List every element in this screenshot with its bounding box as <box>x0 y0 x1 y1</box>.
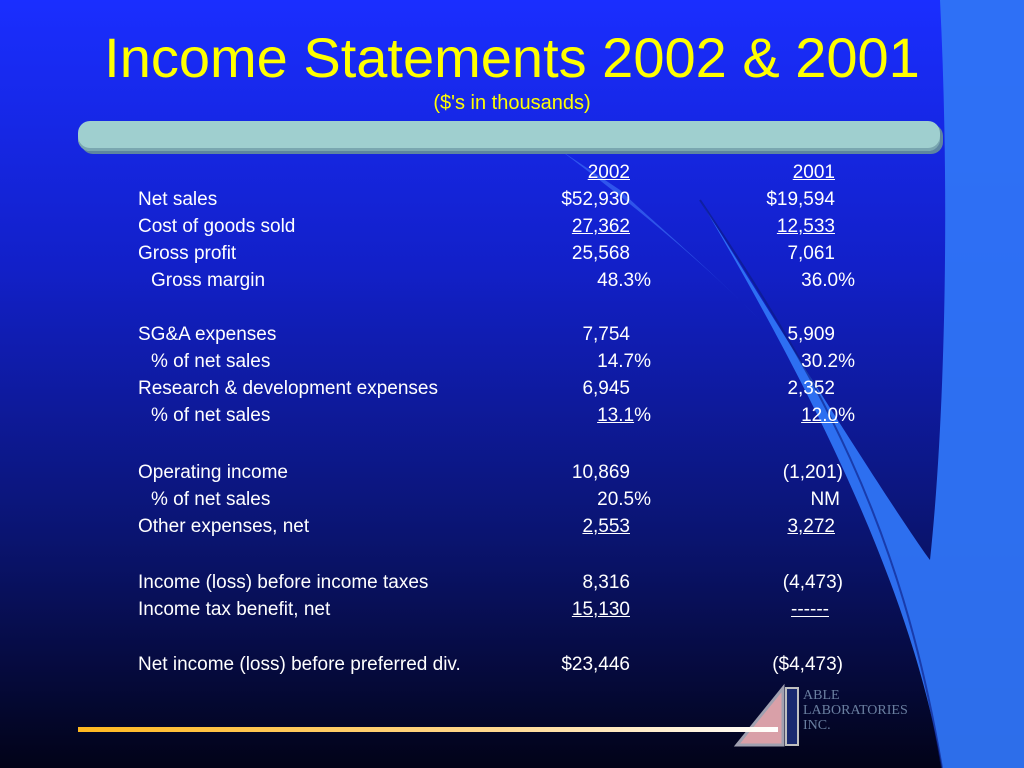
net-sales-2002: $52,930 <box>561 189 630 210</box>
pretax-2002: 8,316 <box>582 572 630 593</box>
net-sales-2001: $19,594 <box>766 189 835 210</box>
company-logo <box>803 688 908 733</box>
header-2002: 2002 <box>587 162 630 183</box>
logo-line-3: INC. <box>803 718 831 733</box>
rnd-2002: 6,945 <box>582 378 630 399</box>
other-exp-2001: 3,272 <box>787 516 835 537</box>
page-title: Income Statements 2002 & 2001 <box>104 26 920 89</box>
net-income-2002: $23,446 <box>561 654 630 675</box>
rnd-pct-2002 <box>597 405 651 427</box>
logo-triangle <box>737 688 783 745</box>
tax-2001: ------ <box>791 599 829 620</box>
op-income-2001: (1,201) <box>782 462 843 483</box>
net-income-2001: ($4,473) <box>772 654 843 675</box>
rnd-pct-2002-sign: % <box>634 405 651 426</box>
row-label-net-income: Net income (loss) before preferred div. <box>138 654 461 675</box>
gross-margin-2002: 48.3% <box>597 270 651 291</box>
row-label-op-income: Operating income <box>138 462 288 483</box>
other-exp-2002: 2,553 <box>582 516 630 537</box>
footer-accent-line <box>78 727 778 732</box>
row-label-tax: Income tax benefit, net <box>138 599 331 620</box>
sga-2001: 5,909 <box>787 324 835 345</box>
row-label-op-pct: % of net sales <box>151 489 271 510</box>
op-pct-2001: NM <box>810 489 840 510</box>
rnd-pct-2002-number: 13.1 <box>597 405 635 426</box>
tax-2002: 15,130 <box>571 599 630 620</box>
row-label-rnd-pct: % of net sales <box>151 405 271 426</box>
gross-margin-2001: 36.0% <box>801 270 855 291</box>
row-label-gross-profit: Gross profit <box>138 243 237 264</box>
logo-bar <box>786 688 798 745</box>
row-label-pretax: Income (loss) before income taxes <box>138 572 429 593</box>
op-income-2002: 10,869 <box>571 462 630 483</box>
page-subtitle: ($'s in thousands) <box>433 92 591 114</box>
row-label-other-exp: Other expenses, net <box>138 516 310 537</box>
rnd-2001: 2,352 <box>787 378 835 399</box>
logo-line-2: LABORATORIES <box>803 703 908 718</box>
row-label-net-sales: Net sales <box>138 189 218 210</box>
header-2001: 2001 <box>792 162 835 183</box>
sga-pct-2002: 14.7% <box>597 351 651 372</box>
gross-profit-2002: 25,568 <box>571 243 630 264</box>
cogs-2001: 12,533 <box>776 216 835 237</box>
cogs-2002: 27,362 <box>571 216 630 237</box>
title-divider-bar <box>78 121 940 151</box>
swoosh-shape <box>700 0 1024 768</box>
op-pct-2002: 20.5% <box>597 489 651 510</box>
gross-profit-2001: 7,061 <box>787 243 835 264</box>
rnd-pct-2001-number: 12.0 <box>801 405 839 426</box>
rnd-pct-2001 <box>801 405 855 427</box>
sga-pct-2001: 30.2% <box>801 351 855 372</box>
row-label-cogs: Cost of goods sold <box>138 216 296 237</box>
row-label-rnd: Research & development expenses <box>138 378 438 399</box>
logo-line-1: ABLE <box>803 688 840 703</box>
rnd-pct-2001-sign: % <box>838 405 855 426</box>
sga-2002: 7,754 <box>582 324 630 345</box>
pretax-2001: (4,473) <box>782 572 843 593</box>
row-label-gross-margin: Gross margin <box>151 270 266 291</box>
row-label-sga: SG&A expenses <box>138 324 277 345</box>
row-label-sga-pct: % of net sales <box>151 351 271 372</box>
